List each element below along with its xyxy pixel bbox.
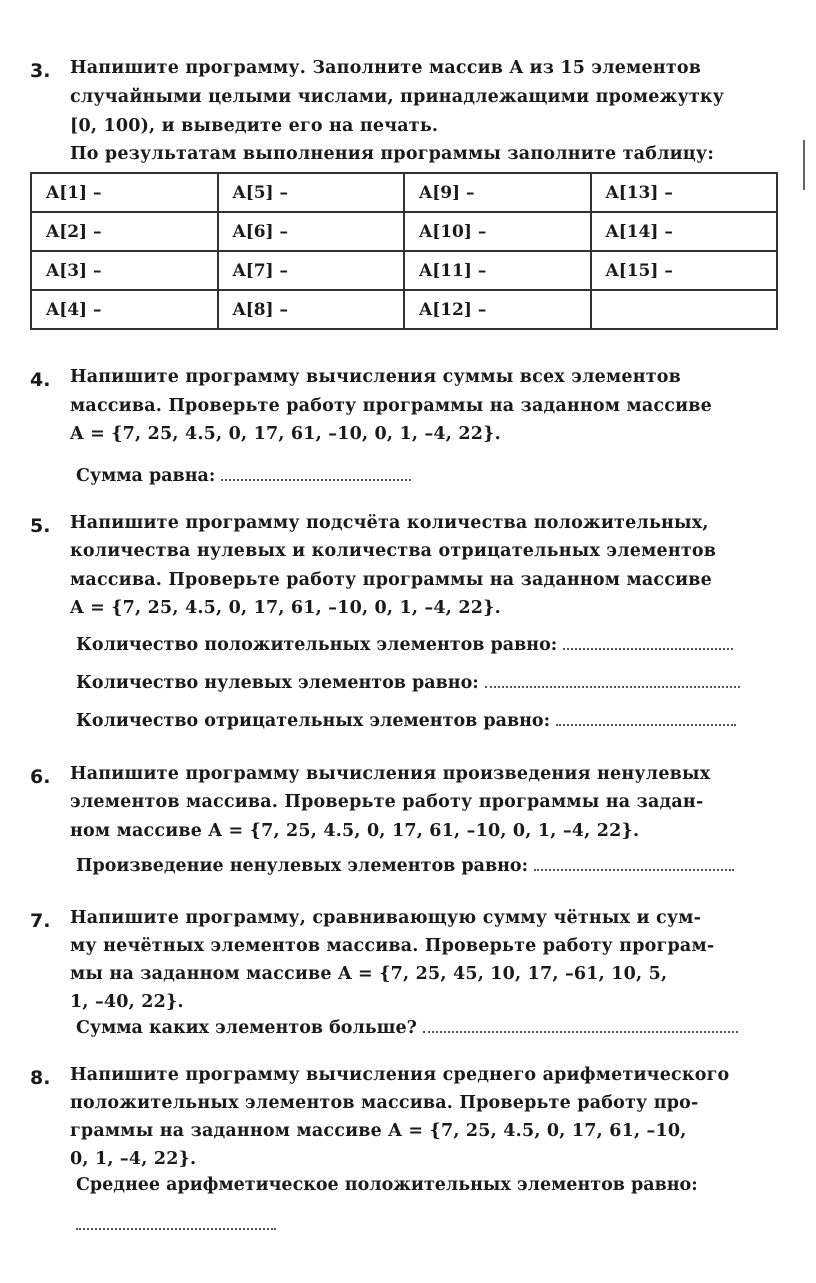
answer-label: Сумма каких элементов больше? — [76, 1018, 417, 1038]
table-cell: A[1] – — [31, 173, 218, 212]
task-text-line: массива. Проверьте работу программы на заданном массиве — [70, 570, 712, 590]
table-cell: A[3] – — [31, 251, 218, 290]
task-text-line: A = {7, 25, 4.5, 0, 17, 61, –10, 0, 1, –4, 22}. — [70, 598, 501, 618]
answer-line — [76, 856, 734, 876]
task-text-line: Напишите программу вычисления суммы всех элементов — [70, 367, 681, 387]
task-number: 6. — [30, 766, 51, 788]
task-text-line: 1, –40, 22}. — [70, 992, 184, 1012]
answer-blank[interactable] — [485, 685, 740, 688]
table-cell: A[15] – — [591, 251, 778, 290]
table-cell: A[4] – — [31, 290, 218, 329]
answer-line — [76, 673, 740, 693]
task-text-line: Напишите программу, сравнивающую сумму чётных и сум- — [70, 908, 702, 928]
table-cell: A[8] – — [218, 290, 405, 329]
task-number: 4. — [30, 369, 51, 391]
table-cell: A[11] – — [404, 251, 591, 290]
answer-label: Произведение ненулевых элементов равно: — [76, 856, 529, 876]
answer-blank[interactable] — [563, 647, 733, 650]
table-row — [31, 212, 777, 251]
task-text-line: массива. Проверьте работу программы на заданном массиве — [70, 396, 712, 416]
table-row — [31, 290, 777, 329]
table-cell: A[2] – — [31, 212, 218, 251]
task-text-line: ном массиве A = {7, 25, 4.5, 0, 17, 61, –10, 0, 1, –4, 22}. — [70, 821, 640, 841]
task-text-line: элементов массива. Проверьте работу программы на задан- — [70, 792, 704, 812]
answer-label: Среднее арифметическое положительных элементов равно: — [76, 1175, 698, 1195]
task-text-line: положительных элементов массива. Проверьте работу про- — [70, 1093, 699, 1113]
answer-line — [76, 1018, 738, 1038]
answer-blank[interactable] — [423, 1030, 738, 1033]
answer-blank[interactable] — [76, 1227, 276, 1230]
task-text-line: [0, 100), и выведите его на печать. — [70, 116, 439, 136]
answer-blank[interactable] — [534, 868, 734, 871]
table-cell: A[12] – — [404, 290, 591, 329]
task-text-line: Напишите программу вычисления произведения ненулевых — [70, 764, 711, 784]
task-text-line: мы на заданном массиве A = {7, 25, 45, 10, 17, –61, 10, 5, — [70, 964, 668, 984]
table-cell: A[10] – — [404, 212, 591, 251]
answer-label: Количество нулевых элементов равно: — [76, 673, 479, 693]
table-cell — [591, 290, 778, 329]
task-text-line: A = {7, 25, 4.5, 0, 17, 61, –10, 0, 1, –4, 22}. — [70, 424, 501, 444]
array-table — [30, 172, 778, 330]
answer-label: Количество положительных элементов равно: — [76, 635, 558, 655]
task-text-line: граммы на заданном массиве A = {7, 25, 4.5, 0, 17, 61, –10, — [70, 1121, 687, 1141]
task-number: 3. — [30, 60, 51, 82]
task-text-line: случайными целыми числами, принадлежащими промежутку — [70, 87, 725, 107]
task-text-line: Напишите программу вычисления среднего арифметического — [70, 1065, 730, 1085]
task-text-line: му нечётных элементов массива. Проверьте работу програм- — [70, 936, 715, 956]
task-number: 7. — [30, 910, 51, 932]
table-cell: A[14] – — [591, 212, 778, 251]
task-text-line: Напишите программу подсчёта количества положительных, — [70, 513, 709, 533]
table-row — [31, 173, 777, 212]
answer-line — [76, 711, 736, 731]
table-cell: A[6] – — [218, 212, 405, 251]
answer-line — [76, 1175, 698, 1195]
table-cell: A[13] – — [591, 173, 778, 212]
task-number: 8. — [30, 1067, 51, 1089]
answer-blank[interactable] — [556, 723, 736, 726]
table-cell: A[5] – — [218, 173, 405, 212]
answer-label: Количество отрицательных элементов равно: — [76, 711, 551, 731]
task-text-line: По результатам выполнения программы заполните таблицу: — [70, 144, 714, 164]
table-cell: A[9] – — [404, 173, 591, 212]
answer-blank-line — [76, 1215, 276, 1235]
table-row — [31, 251, 777, 290]
answer-line — [76, 635, 733, 655]
table-cell: A[7] – — [218, 251, 405, 290]
task-number: 5. — [30, 515, 51, 537]
margin-mark — [803, 140, 805, 190]
answer-line — [76, 466, 411, 486]
answer-label: Сумма равна: — [76, 466, 216, 486]
task-text-line: Напишите программу. Заполните массив A из 15 элементов — [70, 58, 702, 78]
task-text-line: 0, 1, –4, 22}. — [70, 1149, 197, 1169]
task-text-line: количества нулевых и количества отрицательных элементов — [70, 541, 717, 561]
answer-blank[interactable] — [221, 478, 411, 481]
